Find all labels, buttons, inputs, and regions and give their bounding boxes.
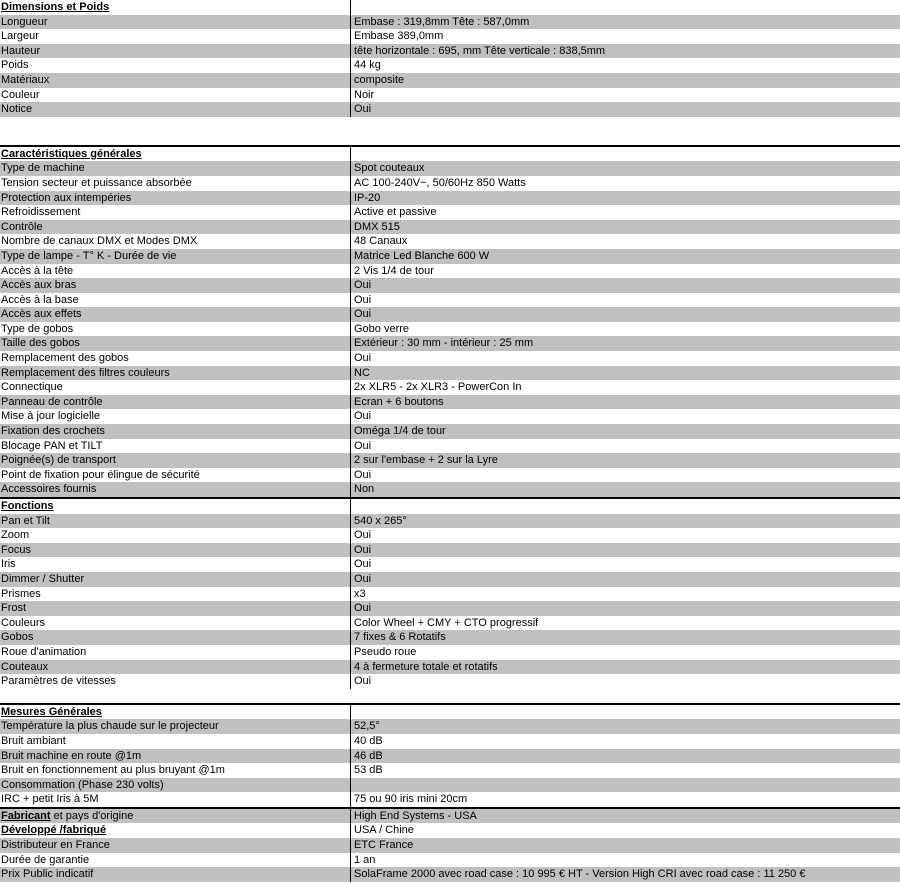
spec-label: Bruit machine en route @1m — [1, 749, 142, 762]
spec-row — [0, 749, 900, 764]
spec-value: 2 Vis 1/4 de tour — [350, 264, 900, 279]
spec-label: Refroidissement — [1, 206, 81, 219]
spec-label: Point de fixation pour élingue de sécurité — [1, 468, 200, 481]
spec-value: Color Wheel + CMY + CTO progressif — [350, 616, 900, 631]
spec-value: Embase 389,0mm — [350, 29, 900, 44]
footer-row — [0, 809, 900, 824]
section-mesures — [0, 719, 900, 807]
footer-value: 1 an — [350, 853, 900, 868]
spec-label: Accessoires fournis — [1, 483, 97, 496]
spec-label: Couteaux — [1, 660, 49, 673]
spec-row — [0, 102, 900, 117]
spec-label: Largeur — [1, 30, 39, 43]
spec-label: Bruit ambiant — [1, 734, 66, 747]
spec-row — [0, 307, 900, 322]
section-header-mesures — [0, 705, 900, 720]
section-dimensions — [0, 15, 900, 117]
spec-row — [0, 395, 900, 410]
footer-label — [0, 838, 350, 853]
section-title: Dimensions et Poids — [1, 1, 110, 13]
spec-value: 540 x 265° — [350, 514, 900, 529]
spec-label: Dimmer / Shutter — [1, 572, 85, 585]
spec-row — [0, 322, 900, 337]
section-spacer — [0, 117, 900, 147]
spec-value: Oui — [350, 468, 900, 483]
spec-row — [0, 792, 900, 807]
section-title-value — [350, 0, 900, 15]
spec-label: Température la plus chaude sur le projecteur — [1, 720, 219, 733]
spec-row — [0, 763, 900, 778]
spec-label: Iris — [1, 558, 16, 571]
spec-row — [0, 453, 900, 468]
section-title-value — [350, 499, 900, 514]
spec-row — [0, 645, 900, 660]
spec-value: Active et passive — [350, 205, 900, 220]
section-title: Fonctions — [1, 500, 54, 512]
section-title: Mesures Générales — [1, 705, 102, 718]
spec-value: Spot couteaux — [350, 161, 900, 176]
spec-label: Protection aux intempéries — [1, 191, 132, 204]
spec-value: Oui — [350, 572, 900, 587]
spec-value: Oui — [350, 351, 900, 366]
footer-label — [0, 809, 350, 824]
spec-row — [0, 15, 900, 30]
spec-value: Embase : 319,8mm Tête : 587,0mm — [350, 15, 900, 30]
spec-value: Oui — [350, 543, 900, 558]
spec-value: 7 fixes & 6 Rotatifs — [350, 630, 900, 645]
spec-row — [0, 543, 900, 558]
spec-value: composite — [350, 73, 900, 88]
spec-label: Type de machine — [1, 162, 85, 175]
spec-row — [0, 278, 900, 293]
footer-value: ETC France — [350, 838, 900, 853]
footer-value: High End Systems - USA — [350, 809, 900, 824]
spec-row — [0, 557, 900, 572]
spec-value: 44 kg — [350, 58, 900, 73]
spec-row — [0, 44, 900, 59]
spec-row — [0, 528, 900, 543]
spec-row — [0, 719, 900, 734]
spec-row — [0, 264, 900, 279]
spec-label: Accès à la base — [1, 293, 79, 306]
spec-label: Frost — [1, 602, 27, 615]
spec-label: Nombre de canaux DMX et Modes DMX — [1, 235, 198, 248]
spec-label: Type de gobos — [1, 322, 74, 335]
spec-row — [0, 674, 900, 689]
spec-value: Oméga 1/4 de tour — [350, 424, 900, 439]
spec-value: tête horizontale : 695, mm Tête verticale : 838,5mm — [350, 44, 900, 59]
spec-value: Oui — [350, 409, 900, 424]
footer-label — [0, 853, 350, 868]
spec-value: 4 à fermeture totale et rotatifs — [350, 660, 900, 675]
footer-label-bold: Développé /fabriqué — [1, 824, 107, 837]
section-title-value — [350, 147, 900, 162]
spec-label: Hauteur — [1, 44, 41, 57]
spec-label: Taille des gobos — [1, 337, 80, 350]
spec-row — [0, 380, 900, 395]
spec-label: Tension secteur et puissance absorbée — [1, 176, 192, 189]
spec-label: Couleur — [1, 88, 40, 101]
spec-value: DMX 515 — [350, 220, 900, 235]
spec-row — [0, 293, 900, 308]
spec-label: Zoom — [1, 529, 30, 542]
section-caracteristiques — [0, 161, 900, 497]
section-title: Caractéristiques générales — [1, 147, 142, 160]
spec-value: Oui — [350, 528, 900, 543]
spec-value: Oui — [350, 674, 900, 689]
spec-label: Accès à la tête — [1, 264, 74, 277]
spec-label: Bruit en fonctionnement au plus bruyant @1m — [1, 764, 225, 777]
spec-label: Accès aux bras — [1, 279, 77, 292]
spec-row — [0, 176, 900, 191]
section-header-fonctions — [0, 497, 900, 514]
spec-value: Oui — [350, 601, 900, 616]
spec-row — [0, 587, 900, 602]
spec-value: Matrice Led Blanche 600 W — [350, 249, 900, 264]
spec-label: Consommation (Phase 230 volts) — [1, 778, 164, 791]
spec-value: Extérieur : 30 mm - intérieur : 25 mm — [350, 336, 900, 351]
spec-value: 52,5° — [350, 719, 900, 734]
spec-label: Poids — [1, 59, 29, 72]
spec-label: Paramètres de vitesses — [1, 675, 116, 688]
spec-label: Couleurs — [1, 616, 46, 629]
footer-row — [0, 838, 900, 853]
spec-row — [0, 734, 900, 749]
spec-label: Prismes — [1, 587, 41, 600]
spec-label: Panneau de contrôle — [1, 395, 103, 408]
spec-label: Pan et Tilt — [1, 514, 50, 527]
spec-value: 46 dB — [350, 749, 900, 764]
spec-row — [0, 572, 900, 587]
spec-row — [0, 351, 900, 366]
spec-value: Noir — [350, 88, 900, 103]
spec-label: Notice — [1, 103, 33, 116]
spec-row — [0, 73, 900, 88]
spec-row — [0, 366, 900, 381]
section-fonctions — [0, 514, 900, 689]
footer-label-bold: Fabricant — [1, 809, 51, 822]
spec-label: Remplacement des gobos — [1, 352, 129, 365]
spec-label: Poignée(s) de transport — [1, 454, 116, 467]
spec-value: Non — [350, 482, 900, 497]
spec-label: Gobos — [1, 631, 34, 644]
spec-row — [0, 778, 900, 793]
spec-value: Oui — [350, 557, 900, 572]
footer-value: SolaFrame 2000 avec road case : 10 995 € HT - Version High CRI avec road case : 11 250 € — [350, 867, 900, 882]
spec-label: Blocage PAN et TILT — [1, 439, 103, 452]
spec-value: IP-20 — [350, 191, 900, 206]
spec-label: Connectique — [1, 381, 63, 394]
spec-value: Oui — [350, 307, 900, 322]
spec-value: 40 dB — [350, 734, 900, 749]
spec-label: Mise à jour logicielle — [1, 410, 101, 423]
spec-label: Fixation des crochets — [1, 425, 105, 438]
spec-row — [0, 249, 900, 264]
section-title-value — [350, 705, 900, 720]
spec-label: Focus — [1, 543, 31, 556]
spec-row — [0, 191, 900, 206]
spec-value: Oui — [350, 102, 900, 117]
spec-row — [0, 220, 900, 235]
spec-value: NC — [350, 366, 900, 381]
spec-row — [0, 482, 900, 497]
spec-row — [0, 409, 900, 424]
spec-value: 2 sur l'embase + 2 sur la Lyre — [350, 453, 900, 468]
footer-label-rest: et pays d'origine — [50, 809, 134, 822]
spec-value: Pseudo roue — [350, 645, 900, 660]
spec-row — [0, 205, 900, 220]
spec-label: Accès aux effets — [1, 308, 82, 321]
spec-label: Type de lampe - T° K - Durée de vie — [1, 249, 177, 262]
section-header-caracteristiques — [0, 147, 900, 162]
spec-row — [0, 29, 900, 44]
spec-value: Oui — [350, 439, 900, 454]
spec-value: Gobo verre — [350, 322, 900, 337]
spec-label: Longueur — [1, 15, 48, 28]
footer-info — [0, 807, 900, 882]
spec-row — [0, 660, 900, 675]
spec-value: 75 ou 90 iris mini 20cm — [350, 792, 900, 807]
spec-row — [0, 336, 900, 351]
footer-label-rest: Durée de garantie — [1, 853, 90, 866]
footer-label — [0, 823, 350, 838]
spec-row — [0, 601, 900, 616]
spec-value — [350, 778, 900, 793]
footer-label-rest: Prix Public indicatif — [1, 868, 94, 881]
spec-label: Roue d'animation — [1, 645, 87, 658]
spec-value: AC 100-240V~, 50/60Hz 850 Watts — [350, 176, 900, 191]
spec-label: IRC + petit Iris à 5M — [1, 793, 99, 806]
spec-label: Matériaux — [1, 73, 50, 86]
section-spacer — [0, 689, 900, 705]
spec-value: 2x XLR5 - 2x XLR3 - PowerCon In — [350, 380, 900, 395]
spec-row — [0, 468, 900, 483]
section-header-dimensions — [0, 0, 900, 15]
spec-row — [0, 88, 900, 103]
spec-label: Contrôle — [1, 220, 43, 233]
spec-row — [0, 234, 900, 249]
spec-row — [0, 616, 900, 631]
footer-value: USA / Chine — [350, 823, 900, 838]
spec-row — [0, 58, 900, 73]
spec-row — [0, 424, 900, 439]
footer-row — [0, 853, 900, 868]
spec-row — [0, 439, 900, 454]
spec-value: Oui — [350, 278, 900, 293]
spec-value: x3 — [350, 587, 900, 602]
spec-value: Ecran + 6 boutons — [350, 395, 900, 410]
spec-value: 48 Canaux — [350, 234, 900, 249]
footer-row — [0, 867, 900, 882]
footer-label — [0, 867, 350, 882]
spec-value: 53 dB — [350, 763, 900, 778]
footer-row — [0, 823, 900, 838]
spec-value: Oui — [350, 293, 900, 308]
spec-label: Remplacement des filtres couleurs — [1, 366, 170, 379]
footer-label-rest: Distributeur en France — [1, 839, 110, 852]
spec-row — [0, 514, 900, 529]
spec-row — [0, 161, 900, 176]
spec-row — [0, 630, 900, 645]
